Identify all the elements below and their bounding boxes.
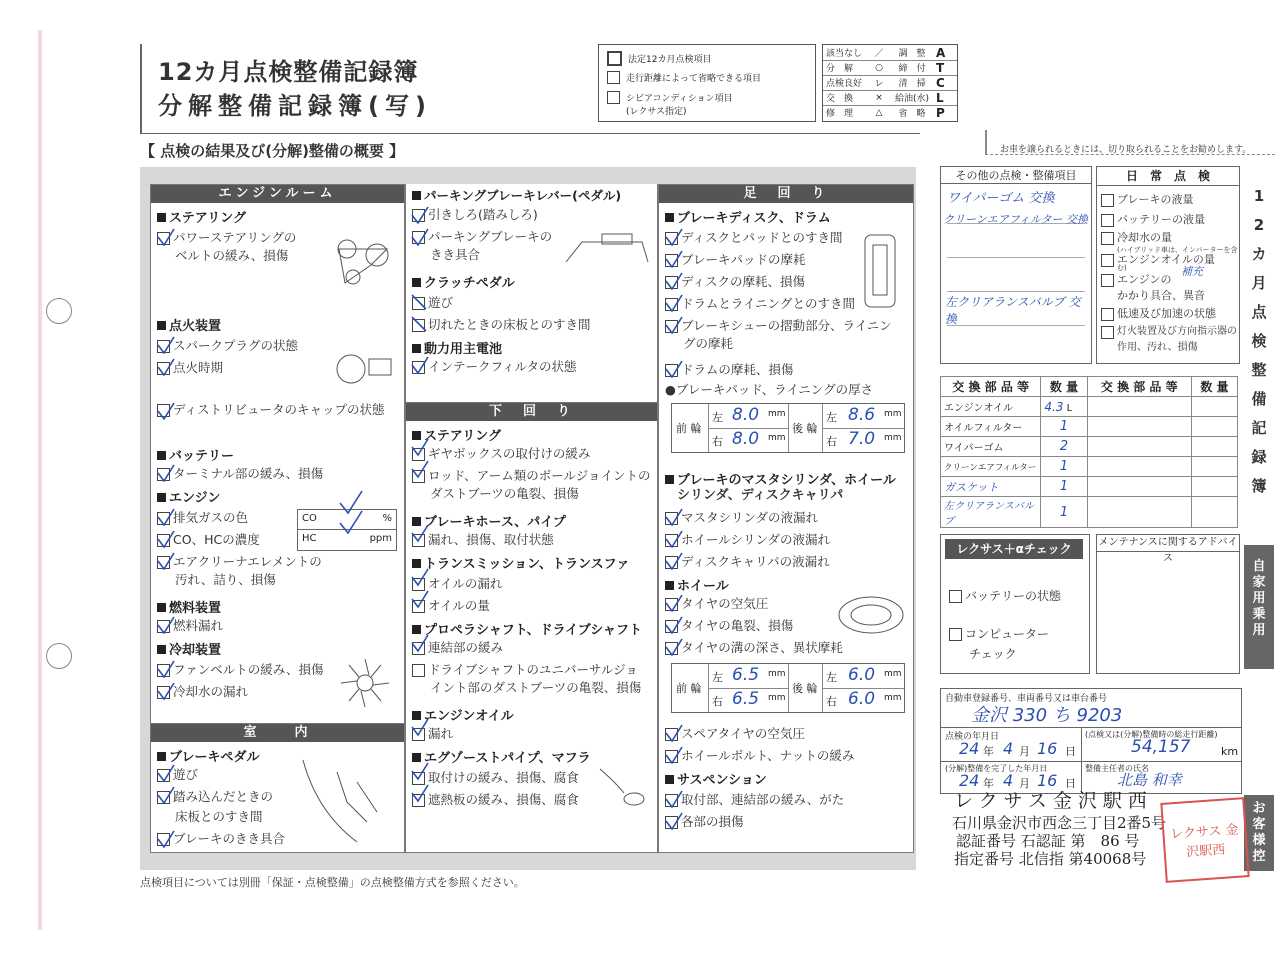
unit-label: mm	[884, 409, 902, 419]
check-box[interactable]	[1101, 274, 1114, 287]
shop-address: 石川県金沢市西念三丁目2番5号	[952, 814, 1167, 832]
table-row	[941, 437, 1238, 457]
year-label: 年	[983, 777, 994, 790]
check-item-label: スパークプラグの状態	[173, 338, 299, 353]
check-item-label: エンジンの	[1117, 273, 1172, 286]
check-item-label: 引きしろ(踏みしろ)	[428, 207, 538, 222]
left-label: 左	[712, 671, 723, 684]
check-item-label: ディスクとパッドとのすき間	[681, 230, 843, 245]
check-item-label: パワーステアリングの	[173, 230, 297, 245]
tread-front-right-value: 6.5	[732, 689, 760, 709]
inspection-date-label: 点検の年月日	[945, 732, 1000, 742]
check-item-label: パーキングブレーキの	[428, 229, 553, 244]
check-item-label: マスタシリンダの液漏れ	[681, 510, 819, 525]
check-item-label: 作用、汚れ、損傷	[1117, 342, 1198, 353]
fuel-section-title: 燃料装置	[157, 597, 221, 616]
parts-table	[940, 376, 1238, 528]
tread-front-left-value: 6.5	[732, 665, 760, 685]
other-item-entry: クリーンエアフィルター 交換	[943, 213, 1088, 226]
daily-check-header: 日 常 点 検	[1097, 167, 1239, 186]
check-item-label: 低速及び加速の状態	[1117, 307, 1216, 320]
interior-header: 室 内	[151, 724, 404, 742]
completion-month: 4	[1003, 771, 1014, 790]
table-row	[941, 477, 1238, 497]
right-label: 右	[712, 435, 723, 448]
left-label: 左	[826, 671, 837, 684]
check-box[interactable]	[949, 590, 962, 603]
master-cylinder-section-subtitle: シリンダ、ディスクキャリパ	[677, 488, 844, 503]
certification-number: 認証番号 石認証 第 86 号	[956, 832, 1140, 850]
mileage-label: (点検又は(分解)整備時の総走行距離)	[1085, 730, 1218, 739]
suspension-section-title: サスペンション	[665, 769, 767, 788]
table-row	[941, 397, 1238, 417]
check-item-label: ロッド、アーム類のボールジョイントの	[428, 468, 651, 483]
check-item-label: オイルの量	[428, 598, 490, 613]
cut-line	[985, 130, 987, 154]
check-item-label: 汚れ、詰り、損傷	[175, 572, 276, 587]
pad-front-right-value: 8.0	[732, 429, 760, 449]
other-items-header: その他の点検・整備項目	[941, 167, 1091, 184]
symbol-label: 省 略	[898, 109, 926, 119]
check-item-label: コンピューター	[965, 627, 1050, 641]
check-box[interactable]	[1101, 308, 1114, 321]
battery-section-title: バッテリー	[157, 445, 234, 464]
exhaust-section-title: エグゾーストパイプ、マフラ	[412, 747, 591, 766]
propeller-section-title: プロペラシャフト、ドライブシャフト	[412, 619, 642, 638]
shop-name: レクサス金沢駅西	[954, 790, 1153, 812]
unit-label: mm	[768, 669, 786, 679]
unit-label: mm	[768, 409, 786, 419]
designation-number: 指定番号 北信指 第40068号	[954, 850, 1147, 868]
check-item-label: CO、HCの濃度	[173, 532, 260, 547]
check-box[interactable]	[1101, 194, 1114, 207]
engine-oil-section-title: エンジンオイル	[412, 705, 514, 724]
right-label: 右	[712, 695, 723, 708]
check-box[interactable]	[1101, 232, 1114, 245]
part-qty: 1	[1059, 459, 1069, 474]
tab-customer-copy[interactable]: お 客 様 控	[1244, 795, 1274, 871]
check-item-label: エアクリーナエレメントの	[173, 554, 322, 569]
unit-label: mm	[884, 433, 902, 443]
symbol-mark: ×	[875, 92, 883, 103]
mechanic-name: 北島 和幸	[1117, 771, 1182, 789]
symbol-mark: P	[936, 105, 945, 120]
table-row	[941, 457, 1238, 477]
check-item-label: 点火時期	[173, 360, 224, 375]
day-label: 日	[1065, 745, 1076, 758]
check-item-label: タイヤの亀裂、損傷	[681, 618, 794, 633]
footer-note: 点検項目については別冊「保証・点検整備」の点検整備方式を参照ください。	[140, 876, 525, 889]
inspection-day: 16	[1037, 739, 1058, 758]
tread-rear-left-value: 6.0	[848, 665, 876, 685]
symbol-label: 該当なし	[826, 49, 863, 59]
inspection-year: 24	[959, 739, 980, 758]
title-rule	[140, 44, 142, 134]
check-item-label: 遊び	[173, 767, 199, 782]
cooling-section-title: 冷却装置	[157, 639, 221, 658]
legend-item: シビアコンディション項目	[626, 94, 733, 104]
lexus-check-header: レクサス＋αチェック	[945, 539, 1083, 559]
check-item-label: ドラムとライニングとのすき間	[681, 296, 856, 311]
rear-wheel-label: 後 輪	[792, 682, 818, 695]
parts-header: 数 量	[1191, 377, 1237, 397]
mechanic-label: 整備主任者の氏名	[1085, 764, 1149, 773]
check-item-label: 排気ガスの色	[173, 510, 249, 525]
month-label: 月	[1019, 745, 1030, 758]
month-label: 月	[1019, 777, 1030, 790]
clutch-section-title: クラッチペダル	[412, 272, 515, 291]
part-name: ガスケット	[944, 480, 999, 494]
check-item-label: インテークフィルタの状態	[428, 359, 577, 374]
check-item-label: ホイールボルト、ナットの緩み	[681, 748, 855, 763]
parts-header: 数 量	[1041, 377, 1087, 397]
table-row	[941, 497, 1238, 528]
part-qty: 1	[1059, 419, 1069, 434]
symbol-table	[822, 44, 958, 122]
daily-note: 補充	[1181, 265, 1203, 278]
year-label: 年	[983, 745, 994, 758]
symbol-label: 締 付	[898, 64, 926, 74]
mileage-unit: km	[1221, 745, 1239, 758]
check-item-label: 遮熱板の緩み、損傷、腐食	[428, 792, 579, 807]
check-item-label: 冷却水の漏れ	[173, 684, 249, 699]
registration-box	[940, 688, 1242, 794]
pad-front-left-value: 8.0	[732, 405, 760, 425]
advice-header: メンテナンスに関するアドバイス	[1098, 537, 1238, 564]
completion-date-label: (分解)整備を完了した年月日	[945, 764, 1048, 773]
parking-section-title: パーキングブレーキレバー(ペダル)	[412, 186, 621, 204]
page-edge	[38, 30, 42, 930]
check-box[interactable]	[1101, 254, 1114, 267]
check-box[interactable]	[1101, 326, 1114, 339]
symbol-mark: A	[936, 45, 946, 60]
master-cylinder-section-title: ブレーキのマスタシリンダ、ホイール	[665, 469, 896, 488]
completion-day: 16	[1037, 771, 1058, 790]
running-gear-header: 足 回 り	[659, 185, 913, 203]
binder-hole	[46, 643, 72, 669]
check-item-label: ホイールシリンダの液漏れ	[681, 532, 830, 547]
check-item-label: ディスクの摩耗、損傷	[681, 274, 806, 289]
check-item-label: 床板とのすき間	[175, 809, 263, 824]
mileage-value: 54,157	[1131, 737, 1191, 757]
check-item-label: 燃料漏れ	[173, 618, 224, 633]
ignition-section-title: 点火装置	[157, 315, 221, 334]
part-qty: 1	[1059, 504, 1069, 520]
brake-disc-section-title: ブレーキディスク、ドラム	[665, 207, 831, 226]
legend-box	[598, 44, 816, 122]
day-label: 日	[1065, 777, 1076, 790]
check-item-label: ブレーキシューの摺動部分、ライニン	[681, 318, 892, 333]
part-name: クリーンエアフィルター	[941, 457, 1041, 477]
part-qty: 4.3	[1044, 399, 1064, 414]
check-item-label: ディスクキャリパの液漏れ	[681, 554, 830, 569]
summary-heading: 【 点検の結果及び(分解)整備の概要 】	[140, 142, 405, 160]
check-item-label: ディストリビュータのキャップの状態	[173, 402, 385, 417]
co-label: CO	[302, 513, 317, 524]
symbol-label: 修 理	[826, 109, 854, 119]
check-item-label: (ハイブリッド車は、インバーターを含む)	[1117, 246, 1238, 272]
unit-label: mm	[884, 693, 902, 703]
lexus-check-box	[940, 534, 1090, 674]
check-item-label: チェック	[969, 647, 1017, 661]
legend-checkbox-icon	[607, 51, 622, 66]
check-box[interactable]	[949, 628, 962, 641]
part-name: ワイパーゴム	[941, 437, 1041, 457]
check-item-label: ドライブシャフトのユニバーサルジョ	[428, 662, 638, 677]
registration-number: 金沢 330 ち 9203	[971, 705, 1123, 726]
legend-item: 走行距離によって省略できる項目	[626, 74, 762, 84]
unit-label: mm	[768, 433, 786, 443]
check-item-label: 取付部、連結部の緩み、がた	[681, 792, 845, 807]
unit-label: L	[1066, 402, 1073, 414]
check-item-label: スペアタイヤの空気圧	[681, 726, 805, 741]
brake-pedal-section-title: ブレーキペダル	[157, 746, 259, 765]
part-name: エンジンオイル	[941, 397, 1041, 417]
symbol-mark: ○	[875, 62, 883, 73]
check-item-label: バッテリーの状態	[965, 589, 1062, 603]
cut-line	[985, 154, 1275, 155]
document-title: 12カ月点検整備記録簿	[158, 58, 419, 86]
parts-header: 交 換 部 品 等	[941, 377, 1041, 397]
brake-hose-section-title: ブレーキホース、パイプ	[412, 511, 566, 530]
check-item-label: 連結部の緩み	[428, 640, 504, 655]
check-item-label: ドラムの摩耗、損傷	[681, 362, 794, 377]
engine-room-header: エンジンルーム	[151, 185, 404, 203]
symbol-label: 点検良好	[826, 79, 863, 89]
wheel-section-title: ホイール	[665, 575, 729, 594]
rear-wheel-label: 後 輪	[792, 422, 818, 435]
symbol-mark: レ	[874, 79, 884, 89]
left-label: 左	[826, 411, 837, 424]
right-label: 右	[826, 435, 837, 448]
check-item-label: タイヤの空気圧	[681, 596, 769, 611]
check-item-label: かかり具合、異音	[1117, 289, 1205, 302]
check-item-label: ファンベルトの緩み、損傷	[173, 662, 324, 677]
unit-label: mm	[768, 693, 786, 703]
tab-private-use[interactable]: 自 家 用 乗 用	[1244, 545, 1274, 669]
check-item-label: ●ブレーキパッド、ライニングの厚さ	[665, 382, 874, 397]
other-item-entry: 左クリアランスバルブ 交換	[945, 295, 1081, 326]
right-label: 右	[826, 695, 837, 708]
pad-rear-right-value: 7.0	[848, 429, 876, 449]
shop-seal-stamp: レクサス 金沢駅西	[1160, 797, 1249, 883]
unit-label: mm	[884, 669, 902, 679]
legend-checkbox-icon	[607, 91, 620, 104]
completion-year: 24	[959, 771, 980, 790]
check-item-label: ブレーキパッドの摩耗	[681, 252, 806, 267]
check-item-label: 冷却水の量	[1117, 231, 1172, 244]
legend-item: (レクサス指定)	[626, 107, 687, 117]
table-row	[941, 417, 1238, 437]
symbol-label: 清 掃	[898, 79, 926, 89]
symbol-mark: C	[936, 75, 945, 90]
transmission-section-title: トランスミッション、トランスファ	[412, 553, 629, 572]
binder-hole	[46, 298, 72, 324]
handwritten-checkmarks	[140, 167, 916, 870]
part-qty: 1	[1059, 479, 1069, 494]
undercarriage-header: 下 回 り	[406, 403, 657, 421]
check-item-label: 切れたときの床板とのすき間	[428, 317, 591, 332]
vertical-title: 1 2 カ 月 点 検 整 備 記 録 簿	[1251, 187, 1267, 495]
check-item-label: 灯火装置及び方向指示器の	[1117, 326, 1237, 337]
check-item-label: タイヤの溝の深さ、異状摩耗	[681, 640, 843, 655]
parts-header: 交 換 部 品 等	[1087, 377, 1191, 397]
symbol-mark: ／	[874, 49, 884, 59]
registration-label: 自動車登録番号、車両番号又は車台番号	[945, 694, 1108, 704]
check-item-label: 漏れ	[428, 726, 454, 741]
inspection-month: 4	[1003, 739, 1014, 758]
check-item-label: ブレーキの液量	[1117, 193, 1194, 206]
other-items-box	[940, 166, 1092, 364]
symbol-label: 給油(水)	[894, 94, 930, 104]
check-item-label: ターミナル部の緩み、損傷	[173, 466, 324, 481]
left-label: 左	[712, 411, 723, 424]
part-qty: 2	[1059, 439, 1069, 454]
symbol-label: 調 整	[898, 49, 926, 59]
symbol-label: 分 解	[826, 64, 854, 74]
engine-section-title: エンジン	[157, 487, 220, 506]
part-name: オイルフィルター	[941, 417, 1041, 437]
check-item-label: 取付けの緩み、損傷、腐食	[428, 770, 579, 785]
check-item-label: 各部の損傷	[681, 814, 744, 829]
other-item-entry: ワイパーゴム 交換	[947, 191, 1055, 206]
co-unit: %	[382, 513, 392, 524]
legend-checkbox-icon	[607, 71, 620, 84]
symbol-mark: L	[936, 90, 944, 105]
symbol-mark: △	[875, 107, 883, 118]
symbol-label: 交 換	[826, 94, 854, 104]
check-item-label: ブレーキのきき具合	[173, 831, 286, 846]
document-subtitle: 分解整備記録簿(写)	[158, 92, 432, 120]
title-underline	[140, 133, 920, 134]
daily-check-box	[1096, 166, 1240, 364]
steering-section-title: ステアリング	[412, 425, 501, 444]
hc-label: HC	[302, 533, 317, 544]
legend-item: 法定12カ月点検項目	[628, 55, 712, 65]
check-item-label: エンジンオイルの量	[1117, 253, 1215, 266]
check-item-label: ベルトの緩み、損傷	[175, 248, 289, 263]
hc-unit: ppm	[369, 533, 392, 544]
advice-box	[1096, 534, 1240, 674]
check-item-label: 漏れ、損傷、取付状態	[428, 532, 554, 547]
drive-battery-section-title: 動力用主電池	[412, 338, 502, 357]
check-item-label: イント部のダストブーツの亀裂、損傷	[430, 680, 642, 695]
part-name: 左クリアランスバルブ	[944, 501, 1034, 527]
front-wheel-label: 前 輪	[676, 422, 702, 435]
check-item-label: ギヤボックスの取付けの緩み	[428, 446, 591, 461]
symbol-mark: T	[936, 60, 945, 75]
check-item-label: 踏み込んだときの	[173, 789, 274, 804]
check-item-label: きき具合	[430, 247, 481, 262]
check-box[interactable]	[1101, 214, 1114, 227]
check-item-label: ダストブーツの亀裂、損傷	[430, 486, 579, 501]
check-item-label: 遊び	[428, 295, 454, 310]
check-item-label: バッテリーの液量	[1117, 213, 1205, 226]
check-item-label: グの摩耗	[683, 336, 734, 351]
pickup-note: お車を譲られるときには、切り取られることをお勧めします。	[1000, 145, 1252, 155]
steering-section-title: ステアリング	[157, 207, 246, 226]
pad-rear-left-value: 8.6	[848, 405, 876, 425]
tread-rear-right-value: 6.0	[848, 689, 876, 709]
check-item-label: オイルの漏れ	[428, 576, 503, 591]
front-wheel-label: 前 輪	[676, 682, 702, 695]
